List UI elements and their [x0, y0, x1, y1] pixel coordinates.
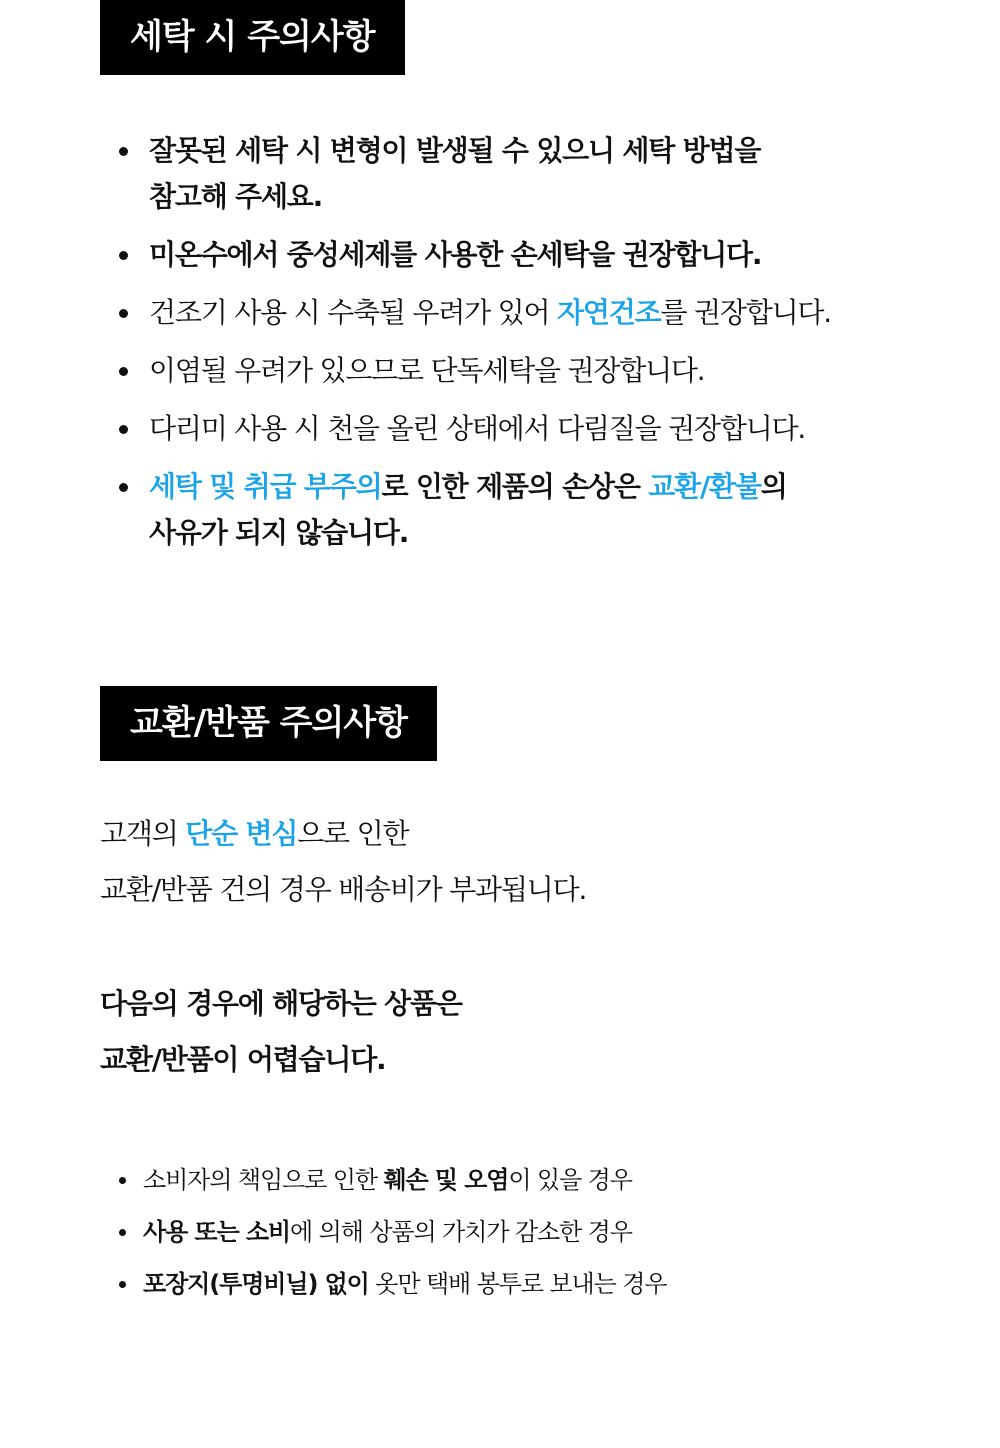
exchange-caution-title: 교환/반품 주의사항	[100, 686, 437, 761]
exchange-warning	[100, 976, 462, 1088]
bullet	[119, 251, 128, 260]
list-item	[116, 290, 976, 336]
bullet	[119, 367, 128, 376]
list-item-text: 이 있을 경우	[508, 1166, 632, 1194]
bullet	[119, 483, 128, 492]
list-item-text: 이염될 우려가 있으므로 단독세탁을 권장합니다.	[149, 354, 705, 387]
exchange-exclusion-list	[116, 1160, 986, 1316]
bold-text: 포장지(투명비닐) 없이	[143, 1270, 369, 1298]
warning-text: 다음의 경우에 해당하는 상품은	[100, 987, 462, 1020]
intro-text: 고객의	[100, 817, 186, 850]
list-item-text: 에 의해 상품의 가치가 감소한 경우	[290, 1218, 632, 1246]
list-item-text: 참고해 주세요.	[149, 180, 323, 213]
list-item	[116, 1212, 986, 1252]
washing-caution-list	[116, 128, 976, 568]
bold-text: 훼손 및 오염	[383, 1166, 509, 1194]
list-item-text: 의	[760, 470, 787, 503]
bullet	[119, 425, 128, 434]
list-item-text: 사유가 되지 않습니다.	[149, 516, 409, 549]
warning-text: 교환/반품이 어렵습니다.	[100, 1043, 386, 1076]
list-item-text: 로 인한 제품의 손상은	[381, 470, 649, 503]
bullet	[119, 309, 128, 318]
list-item	[116, 348, 976, 394]
highlight-text: 단순 변심	[185, 817, 298, 850]
bullet	[119, 1177, 126, 1184]
list-item-text: 건조기 사용 시 수축될 우려가 있어	[149, 296, 558, 329]
list-item-text: 옷만 택배 봉투로 보내는 경우	[368, 1270, 667, 1298]
intro-text: 교환/반품 건의 경우 배송비가 부과됩니다.	[100, 873, 587, 906]
bold-text: 사용 또는 소비	[143, 1218, 291, 1246]
list-item-text: 미온수에서 중성세제를 사용한 손세탁을 권장합니다.	[149, 238, 762, 271]
list-item-text: 다리미 사용 시 천을 올린 상태에서 다림질을 권장합니다.	[149, 412, 806, 445]
list-item-text: 잘못된 세탁 시 변형이 발생될 수 있으니 세탁 방법을	[149, 134, 761, 167]
exchange-intro	[100, 806, 586, 918]
list-item	[116, 1264, 986, 1304]
highlight-text: 교환/환불	[648, 470, 761, 503]
bullet	[119, 1281, 126, 1288]
list-item	[116, 232, 976, 278]
highlight-text: 세탁 및 취급 부주의	[149, 470, 382, 503]
intro-text: 으로 인한	[297, 817, 409, 850]
list-item	[116, 464, 976, 556]
list-item	[116, 1160, 986, 1200]
list-item-text: 소비자의 책임으로 인한	[143, 1166, 384, 1194]
list-item-text: 를 권장합니다.	[660, 296, 831, 329]
list-item	[116, 406, 976, 452]
bullet	[119, 147, 128, 156]
bullet	[119, 1229, 126, 1236]
washing-caution-title: 세탁 시 주의사항	[100, 0, 405, 75]
list-item	[116, 128, 976, 220]
highlight-text: 자연건조	[557, 296, 661, 329]
